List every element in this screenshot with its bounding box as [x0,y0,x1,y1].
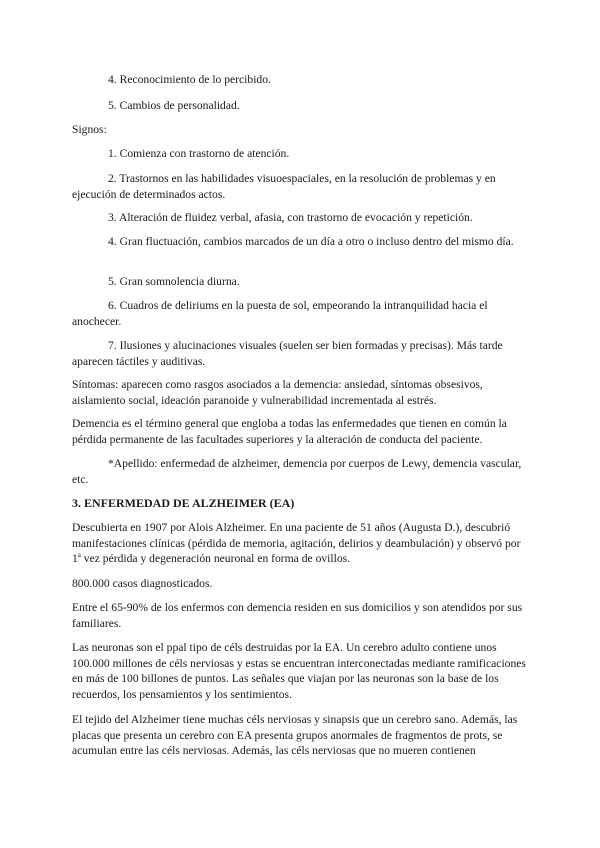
paragraph-cases: 800.000 casos diagnosticados. [72,577,213,590]
list-item: 4. Gran fluctuación, cambios marcados de un día a otro o incluso dentro del mismo día. [108,235,514,248]
list-item: 5. Cambios de personalidad. [108,99,240,112]
section-heading: 3. ENFERMEDAD DE ALZHEIMER (EA) [72,496,295,510]
section-label-signos: Signos: [72,123,107,136]
paragraph-tissue: El tejido del Alzheimer tiene muchas céls nerviosas y sinapsis que un cerebro sano. Además, las placas que presenta un cerebro con EA presenta grupos anormales de fragmentos de prots, se acumulan entre las céls nerviosas. Además, las céls nerviosas que no mueren contienen [72,713,518,758]
paragraph-demencia: Demencia es el término general que engloba a todas las enfermedades que tienen en común la pérdida permanente de las facultades superiores y la alteración de conducta del paciente. [72,417,507,446]
superscript: a [77,551,81,560]
paragraph-history: Descubierta en 1907 por Alois Alzheimer. En una paciente de 51 años (Augusta D.), descubrió manifestaciones clínicas (pérdida de memoria, agitación, delirios y deambulación) y observó por 1$^a$ vez pérdida y degeneración neuronal en forma de ovillos. [72,521,521,566]
paragraph-statistics: Entre el 65-90% de los enfermos con demencia residen en sus domicilios y son atendidos por sus familiares. [72,601,523,630]
list-item: 2. Trastornos en las habilidades visuoespaciales, en la resolución de problemas y en ejecución de determinados actos. [72,172,496,201]
list-item: 5. Gran somnolencia diurna. [108,275,240,288]
list-item: 7. Ilusiones y alucinaciones visuales (suelen ser bien formadas y precisas). Más tarde aparecen táctiles y auditivas. [72,339,503,368]
list-item: 1. Comienza con trastorno de atención. [108,147,290,160]
list-item: 4. Reconocimiento de lo percibido. [108,73,271,86]
list-item: 6. Cuadros de deliriums en la puesta de sol, empeorando la intranquilidad hacia el anochecer. [72,299,488,328]
list-item: 3. Alteración de fluidez verbal, afasia, con trastorno de evocación y repetición. [108,211,473,224]
paragraph-sintomas: Síntomas: aparecen como rasgos asociados a la demencia: ansiedad, síntomas obsesivos, aislamiento social, ideación paranoide y vulnerabilidad incrementada al estrés. [72,378,483,407]
paragraph-note: *Apellido: enfermedad de alzheimer, demencia por cuerpos de Lewy, demencia vascular, etc. [72,457,522,486]
paragraph-neurons: Las neuronas son el ppal tipo de céls destruidas por la EA. Un cerebro adulto contiene unos 100.000 millones de céls nerviosas y estas se encuentran interconectadas mediante ramificaciones en más de 100 billones de puntos. Las señales que viajan por las neuronas son la base de los recuerdos, los pensamientos y los sentimientos. [72,641,526,701]
